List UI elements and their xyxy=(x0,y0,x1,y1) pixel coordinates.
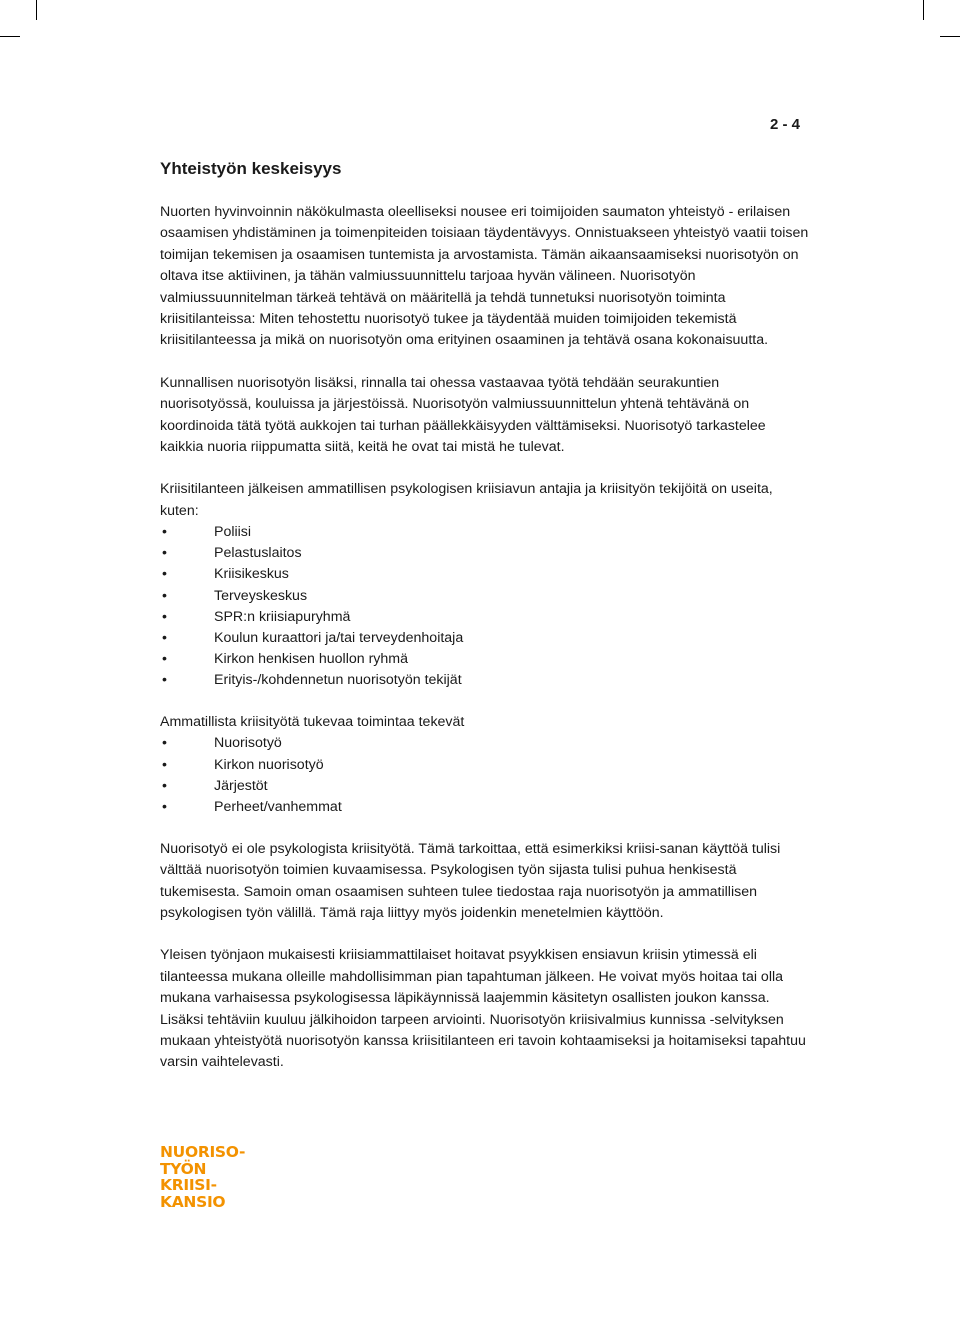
bullet-icon: • xyxy=(162,524,167,541)
bullet-icon: • xyxy=(162,650,167,667)
paragraph-crisis-help-providers: Kriisitilanteen jälkeisen ammatillisen psykologisen kriisiavun antajia ja kriisityön tekijöitä on useita, kuten: xyxy=(160,481,773,519)
list-item: • Nuorisotyö xyxy=(160,733,810,754)
list-item: • Järjestöt xyxy=(160,776,810,797)
bullet-icon: • xyxy=(162,566,167,583)
list-item: • Perheet/vanhemmat xyxy=(160,797,810,818)
list-item: • Erityis-/kohdennetun nuorisotyön tekijät xyxy=(160,670,810,691)
logo-line: KRIISI- xyxy=(160,1176,217,1194)
list-item: • Terveyskeskus xyxy=(160,586,810,607)
crop-mark-top-left-vertical xyxy=(36,0,37,20)
main-content xyxy=(160,158,810,1074)
list-item: • Kirkon henkisen huollon ryhmä xyxy=(160,649,810,670)
nuorisotyon-kriisikansio-logo xyxy=(160,1144,250,1210)
list-item: • Kriisikeskus xyxy=(160,564,810,585)
list-item: • Poliisi xyxy=(160,522,810,543)
list-item: • SPR:n kriisiapuryhmä xyxy=(160,607,810,628)
paragraph-supporting-actors: Ammatillista kriisityötä tukevaa toimintaa tekevät xyxy=(160,714,465,731)
list-item: • Pelastuslaitos xyxy=(160,543,810,564)
bullet-icon: • xyxy=(162,671,167,688)
crop-mark-top-right xyxy=(940,36,960,37)
paragraph-municipal-youth-work: Kunnallisen nuorisotyön lisäksi, rinnalla tai ohessa vastaavaa työtä tehdään seurakuntien nuorisotyössä, kouluissa ja järjestöissä. Nuorisotyön valmiussuunnittelun yhtenä tehtävänä on koordinoida tätä työtä aukkojen tai turhan päällekkäisyyden välttämiseksi. Nuorisotyö tarkastelee kaikkia nuoria riippumatta siitä, keitä he ovat tai mistä he tulevat. xyxy=(160,374,766,456)
paragraph-cooperation: Nuorten hyvinvoinnin näkökulmasta oleelliseksi nousee eri toimijoiden saumaton yhteistyö - erilaisen osaamisen yhdistäminen ja toimenpiteiden toisiaan täydentävyys. Onnistuakseen yhteistyö vaatii toisen toimijan tekemisen ja osaamisen tuntemista ja arvostamista. Tämän aikaansaamiseksi nuorisotyön on oltava itse aktiivinen, ja tähän valmiussuunnittelu tarjoaa hyvän välineen. Nuorisotyön valmiussuunnitelman tärkeä tehtävä on määritellä ja tehdä tunnetuksi nuorisotyön toiminta kriisitilanteissa: Miten tehostettu nuorisotyö tukee ja täydentää muiden toimijoiden tekemistä kriisitilanteessa ja mikä on nuorisotyön oma erityinen osaaminen ja tehtävä osana kokonaisuutta. xyxy=(160,204,809,349)
page-number: 2 - 4 xyxy=(769,116,800,133)
logo-line: TYÖN xyxy=(160,1159,207,1178)
crop-mark-top-left xyxy=(0,36,20,37)
paragraph-division-of-labour: Yleisen työnjaon mukaisesti kriisiammattilaiset hoitavat psyykkisen ensiavun kriisin ytimessä eli tilanteessa mukana olleille mahdollisimman pian tapahtuman jälkeen. He voivat myös hoitaa tai olla mukana varhaisessa psykologisessa läpikäynnissä laajemmin käsitetyn osallisten joukon kanssa. Lisäksi tehtäviin kuuluu jälkihoidon tarpeen arviointi. Nuorisotyön kriisivalmius kunnissa -selvityksen mukaan yhteistyötä nuorisotyön kanssa kriisitilanteen eri tavoin kohtaamiseksi ja hoitamiseksi tapahtuu varsin vaihtelevasti. xyxy=(160,947,806,1071)
bullet-icon: • xyxy=(162,735,167,752)
bullet-icon: • xyxy=(162,587,167,604)
crisis-providers-list xyxy=(160,522,810,691)
bullet-icon: • xyxy=(162,608,167,625)
paragraph-not-psychological-work: Nuorisotyö ei ole psykologista kriisityötä. Tämä tarkoittaa, että esimerkiksi kriisi-sanan käyttöä tulisi välttää nuorisotyön toimien kuvaamisessa. Psykologisen työn sijasta tulisi puhua henkisestä tukemisesta. Samoin oman osaamisen suhteen tulee tiedostaa raja nuorisotyön ja ammatillisen psykologisen työn välillä. Tämä raja liittyy myös joidenkin menetelmien käyttöön. xyxy=(160,840,781,922)
list-item: • Koulun kuraattori ja/tai terveydenhoitaja xyxy=(160,628,810,649)
supporting-actors-list xyxy=(160,733,810,817)
crop-mark-top-right-vertical xyxy=(923,0,924,20)
list-item: • Kirkon nuorisotyö xyxy=(160,755,810,776)
bullet-icon: • xyxy=(162,629,167,646)
section-title: Yhteistyön keskeisyys xyxy=(160,159,342,178)
logo-line: NUORISO- xyxy=(160,1143,246,1161)
bullet-icon: • xyxy=(162,756,167,773)
logo-line: KANSIO xyxy=(160,1192,226,1211)
bullet-icon: • xyxy=(162,545,167,562)
bullet-icon: • xyxy=(162,798,167,815)
bullet-icon: • xyxy=(162,777,167,794)
